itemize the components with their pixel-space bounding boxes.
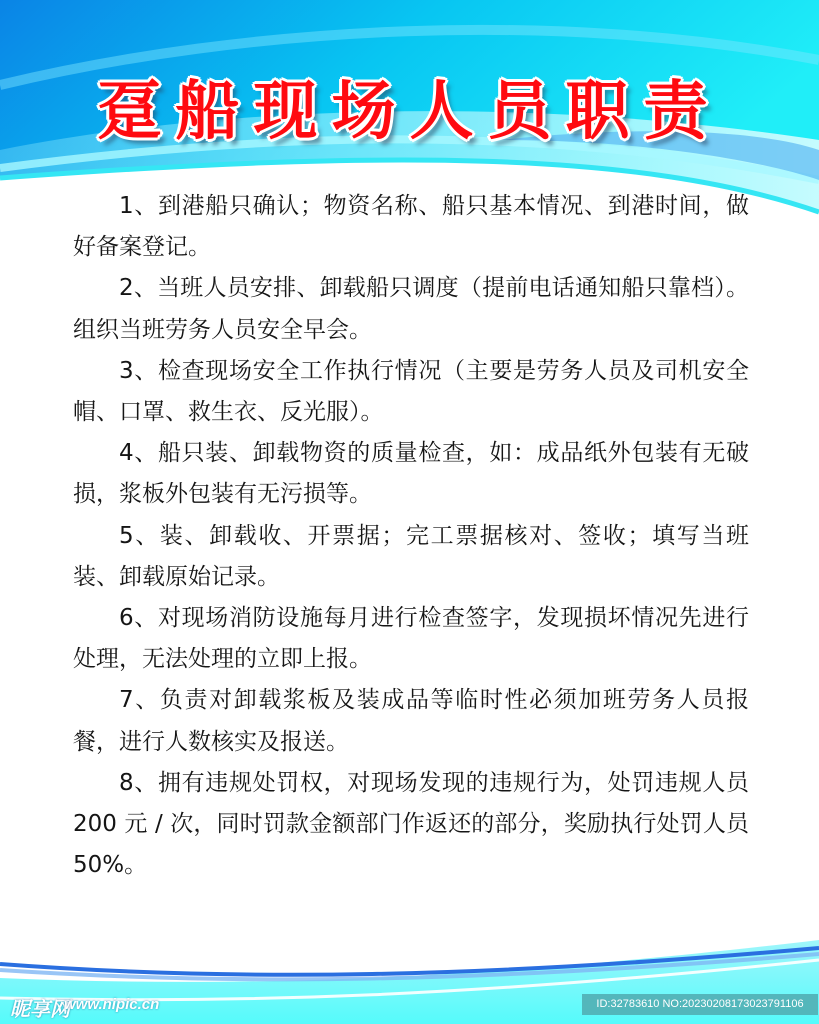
duty-item-7: 7、负责对卸载浆板及装成品等临时性必须加班劳务人员报餐，进行人数核实及报送。	[73, 687, 749, 755]
duty-item-3: 3、检查现场安全工作执行情况（主要是劳务人员及司机安全帽、口罩、救生衣、反光服）。	[73, 357, 749, 426]
duty-item-5: 5、装、卸载收、开票据；完工票据核对、签收；填写当班装、卸载原始记录。	[73, 522, 749, 590]
duty-list	[73, 186, 749, 886]
duty-item-6: 6、对现场消防设施每月进行检查签字，发现损坏情况先进行处理，无法处理的立即上报。	[73, 605, 749, 673]
duty-item-8: 8、拥有违规处罚权，对现场发现的违规行为，处罚违规人员 200 元 / 次，同时罚款金额部门作返还的部分，奖励执行处罚人员 50%。	[73, 769, 749, 879]
duty-item-1: 1、到港船只确认；物资名称、船只基本情况、到港时间，做好备案登记。	[73, 193, 749, 261]
watermark-url: www.nipic.cn	[64, 996, 160, 1013]
watermark-logo: 昵享网	[10, 997, 70, 1021]
poster-title: 趸船现场人员职责	[97, 75, 722, 149]
watermark-id-badge: ID:32783610 NO:20230208173023791106	[582, 994, 818, 1015]
duty-item-4: 4、船只装、卸载物资的质量检查，如：成品纸外包装有无破损，浆板外包装有无污损等。	[73, 440, 749, 508]
duty-item-2: 2、当班人员安排、卸载船只调度（提前电话通知船只靠档）。组织当班劳务人员安全早会。	[73, 275, 749, 343]
